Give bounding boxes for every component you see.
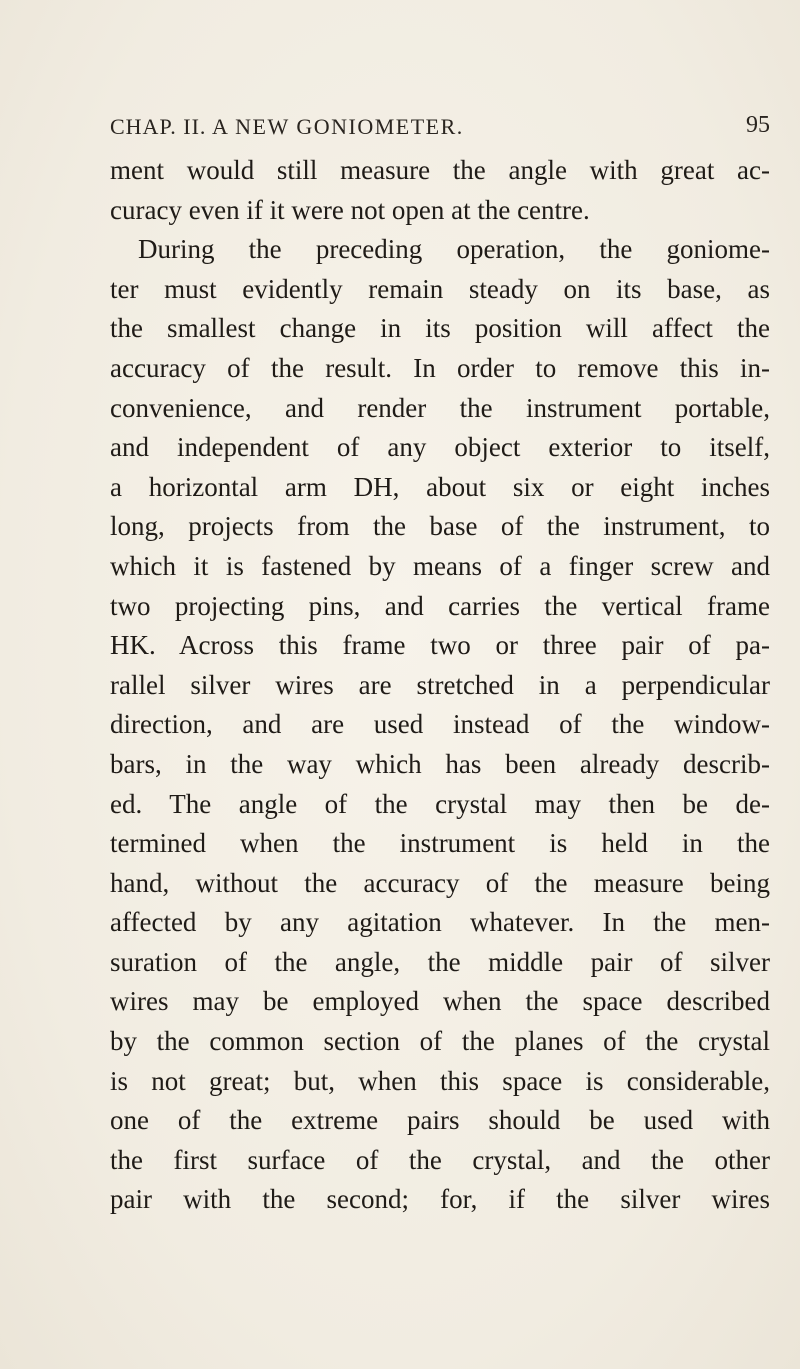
text-line: bars, in the way which has been already describ-	[110, 748, 770, 779]
running-title: A NEW GONIOMETER.	[212, 114, 464, 139]
text-line: ed. The angle of the crystal may then be de-	[110, 788, 770, 819]
text-line: long, projects from the base of the instrument, to	[110, 511, 770, 542]
text-line: two projecting pins, and carries the vertical frame	[110, 590, 770, 621]
text-line: HK. Across this frame two or three pair of pa-	[110, 630, 770, 661]
text-line: by the common section of the planes of the crystal	[110, 1026, 770, 1057]
text-line: During the preceding operation, the goniome-	[138, 234, 770, 265]
text-line: is not great; but, when this space is considerable,	[110, 1065, 770, 1096]
text-line: rallel silver wires are stretched in a perpendicular	[110, 669, 770, 700]
text-line: the first surface of the crystal, and the other	[110, 1144, 770, 1175]
text-line: termined when the instrument is held in the	[110, 828, 770, 859]
text-line: ment would still measure the angle with great ac-	[110, 155, 770, 185]
text-line: convenience, and render the instrument portable,	[110, 392, 770, 423]
running-head	[110, 114, 770, 148]
chapter-label: CHAP. II.	[110, 114, 207, 139]
page-number: 95	[746, 112, 770, 138]
text-line: suration of the angle, the middle pair of silver	[110, 946, 770, 977]
text-line: and independent of any object exterior to itself,	[110, 432, 770, 463]
text-line: a horizontal arm DH, about six or eight inches	[110, 471, 770, 502]
text-line: ter must evidently remain steady on its base, as	[110, 273, 770, 304]
text-line: which it is fastened by means of a finger screw and	[110, 550, 770, 581]
text-line: curacy even if it were not open at the centre.	[110, 194, 590, 225]
text-line: pair with the second; for, if the silver wires	[110, 1184, 770, 1215]
text-line: the smallest change in its position will affect the	[110, 313, 770, 344]
text-line: affected by any agitation whatever. In the men-	[110, 907, 770, 938]
text-line: accuracy of the result. In order to remove this in-	[110, 352, 770, 383]
text-line: wires may be employed when the space described	[110, 986, 770, 1017]
text-line: one of the extreme pairs should be used with	[110, 1105, 770, 1136]
text-line: hand, without the accuracy of the measure being	[110, 867, 770, 898]
text-line: direction, and are used instead of the window-	[110, 709, 770, 740]
body-text	[110, 151, 770, 1220]
